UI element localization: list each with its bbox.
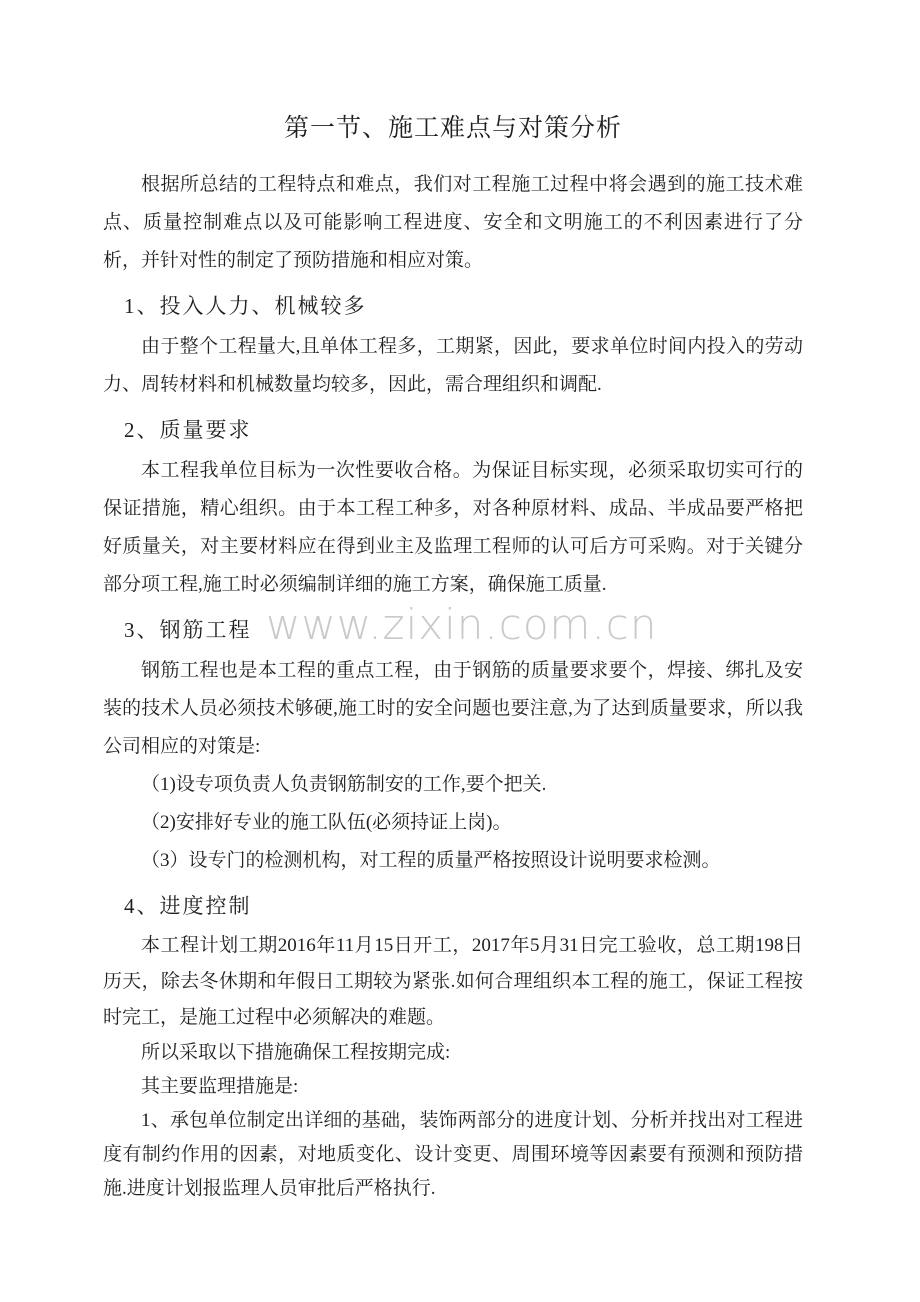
section-4-followup: 其主要监理措施是: [141, 1076, 299, 1097]
section-1-paragraph: 由于整个工程量大,且单体工程多，工期紧，因此，要求单位时间内投入的劳动力、周转材料和机械数量均较多，因此，需合理组织和调配. [103, 336, 803, 395]
section-2-paragraph: 本工程我单位目标为一次性要收合格。为保证目标实现，必须采取切实可行的保证措施，精心组织。由于本工程工种多，对各种原材料、成品、半成品要严格把好质量关，对主要材料应在得到业主及监理工程师的认可后方可采购。对于关键分部分项工程,施工时必须编制详细的施工方案，确保施工质量. [103, 460, 803, 595]
section-quality [103, 410, 803, 604]
section-3-paragraph: 钢筋工程也是本工程的重点工程，由于钢筋的质量要求要个，焊接、绑扎及安装的技术人员必须技术够硬,施工时的安全问题也要注意,为了达到质量要求，所以我公司相应的对策是: [103, 660, 803, 757]
list-item: （1)设专项负责人负责钢筋制安的工作,要个把关. [141, 774, 547, 795]
rebar-measure-list [103, 766, 803, 880]
watermark-text: www.zixin.com.cn [266, 600, 658, 649]
document-title: 第一节、施工难点与对策分析 [283, 115, 622, 142]
section-4-heading: 4、进度控制 [124, 894, 252, 918]
list-item: （3）设专门的检测机构，对工程的质量严格按照设计说明要求检测。 [141, 850, 721, 871]
section-4-followup: 1、承包单位制定出详细的基础，装饰两部分的进度计划、分析并找出对工程进度有制约作用的因素，对地质变化、设计变更、周围环境等因素要有预测和预防措施.进度计划报监理人员审批后严格执行. [103, 1110, 803, 1199]
section-2-heading: 2、质量要求 [124, 418, 252, 442]
section-schedule [103, 886, 803, 1206]
list-item: （2)安排好专业的施工队伍(必须持证上岗)。 [141, 812, 512, 833]
section-4-paragraph: 本工程计划工期2016年11月15日开工，2017年5月31日完工验收，总工期198日历天，除去冬休期和年假日工期较为紧张.如何合理组织本工程的施工，保证工程按时完工，是施工过程中必须解决的难题。 [103, 935, 803, 1028]
section-manpower [103, 286, 803, 404]
section-3-heading: 3、钢筋工程 [124, 618, 252, 642]
section-4-followup: 所以采取以下措施确保工程按期完成: [141, 1042, 451, 1063]
section-1-heading: 1、投入人力、机械较多 [124, 294, 367, 318]
intro-paragraph: 根据所总结的工程特点和难点，我们对工程施工过程中将会遇到的施工技术难点、质量控制难点以及可能影响工程进度、安全和文明施工的不利因素进行了分析，并针对性的制定了预防措施和相应对策。 [103, 174, 803, 271]
section-rebar [103, 610, 803, 880]
document-content [103, 110, 803, 1206]
